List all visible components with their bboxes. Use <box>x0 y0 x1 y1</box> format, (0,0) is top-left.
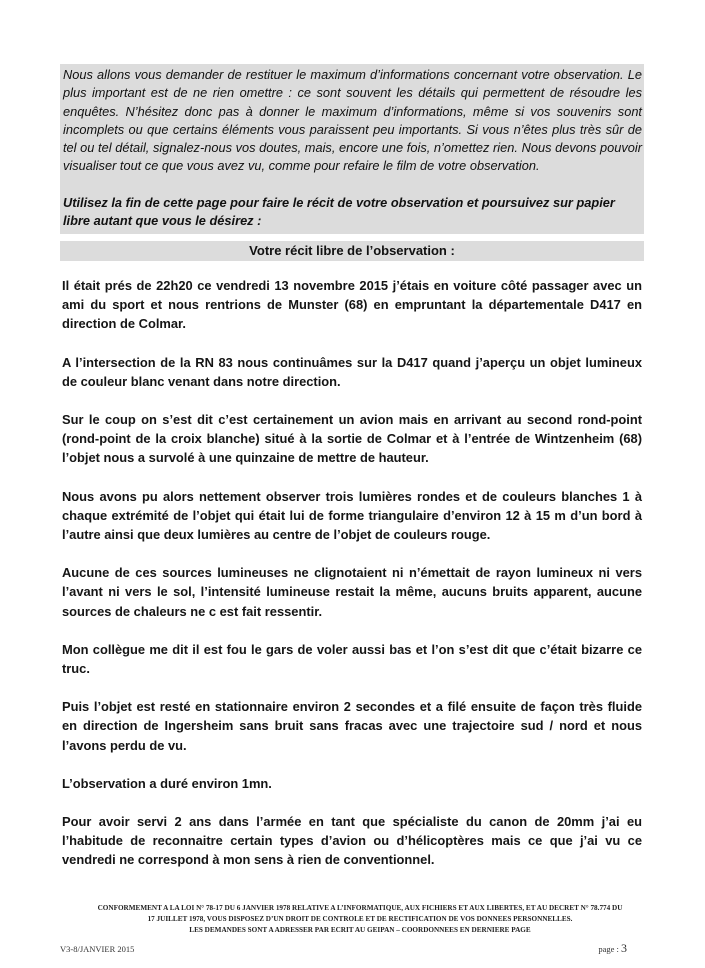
narrative-body <box>62 276 642 889</box>
narrative-paragraph: L’observation a duré environ 1mn. <box>62 775 272 791</box>
narrative-paragraph: Sur le coup on s’est dit c’est certainement un avion mais en arrivant au second rond-point (rond-point de la croix blanche) situé à la sortie de Colmar et à l’entrée de Wintzenheim (68) l’objet nous a survolé à une quinzaine de mettre de hauteur. <box>62 412 642 466</box>
narrative-paragraph: Aucune de ces sources lumineuses ne clignotaient ni n’émettait de rayon lumineux ni vers l’avant ni vers le sol, l’intensité lumineuse restait la même, aucuns bruits apparent, aucune sources de chaleurs ne c est fait ressentir. <box>62 565 642 619</box>
narrative-paragraph: Pour avoir servi 2 ans dans l’armée en tant que spécialiste du canon de 20mm j’ai eu l’habitude de reconnaitre certain types d’avion ou d’hélicoptères mais ce que j’ai vu ce vendredi ne correspond à mon sens à rien de conventionnel. <box>62 814 642 868</box>
page-indicator <box>598 941 627 956</box>
legal-line: LES DEMANDES SONT A ADRESSER PAR ECRIT AU GEIPAN – COORDONNEES EN DERNIERE PAGE <box>189 926 531 934</box>
narrative-paragraph: Mon collègue me dit il est fou le gars de voler aussi bas et l’on s’est dit que c’était bizarre ce truc. <box>62 641 642 677</box>
legal-line: 17 JUILLET 1978, VOUS DISPOSEZ D’UN DROIT DE CONTROLE ET DE RECTIFICATION DE VOS DONNEES PERSONNELLES. <box>147 915 573 923</box>
page-number: 3 <box>621 941 627 955</box>
page-label: page : <box>598 944 619 954</box>
intro-text: Nous allons vous demander de restituer le maximum d’informations concernant votre observation. Le plus important est de ne rien omettre : ce sont souvent les détails qui permettent de résoudre les enquêtes. N’hésitez donc pas à donner le maximum d’informations, même si vos souvenirs sont incomplets ou que certains éléments vous paraissent peu importants. Si vous n’êtes plus très sûr de tel ou tel détail, signalez-nous vos doutes, mais, encore une fois, n’omettez rien. Nous devons pouvoir visualiser tout ce que vous avez vu, comme pour refaire le film de votre observation. <box>63 67 642 174</box>
narrative-paragraph: Nous avons pu alors nettement observer trois lumières rondes et de couleurs blanches 1 à chaque extrémité de l’objet qui était lui de forme triangulaire d’environ 12 à 15 m d’un bord à l’autre ainsi que deux lumières au centre de l’objet de couleurs rouge. <box>62 488 642 543</box>
legal-line: CONFORMEMENT A LA LOI N° 78-17 DU 6 JANVIER 1978 RELATIVE A L’INFORMATIQUE, AUX FICHIERS ET AUX LIBERTES, ET AU DECRET N° 78.774 DU <box>97 904 623 912</box>
intro-instructions-box <box>60 64 644 234</box>
document-version: V3-8/JANVIER 2015 <box>60 944 135 954</box>
footer-legal-notice <box>80 903 640 936</box>
narrative-paragraph: Puis l’objet est resté en stationnaire environ 2 secondes et a filé ensuite de façon très fluide en direction de Ingersheim sans bruit sans fracas avec une trajectoire sud / nord et nous l’avons perdu de vu. <box>62 699 642 753</box>
section-title: Votre récit libre de l’observation : <box>60 241 644 261</box>
intro-instruction: Utilisez la fin de cette page pour faire le récit de votre observation et poursuivez sur papier libre autant que vous le désirez : <box>63 194 615 229</box>
narrative-paragraph: Il était prés de 22h20 ce vendredi 13 novembre 2015 j’étais en voiture côté passager avec un ami du sport et nous rentrions de Munster (68) en empruntant la départementale D417 en direction de Colmar. <box>62 278 642 332</box>
narrative-paragraph: A l’intersection de la RN 83 nous continuâmes sur la D417 quand j’aperçu un objet lumineux de couleur blanc venant dans notre direction. <box>62 354 642 389</box>
